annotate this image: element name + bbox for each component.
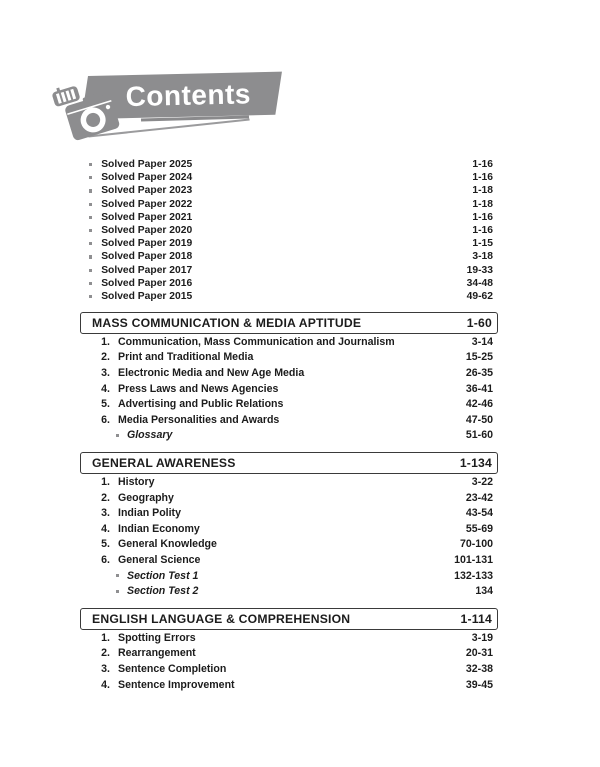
solved-paper-row	[80, 158, 498, 171]
page-range: 26-35	[465, 367, 493, 380]
solved-paper-label: Solved Paper 2023	[101, 185, 193, 197]
page-range: 55-69	[465, 522, 493, 535]
square-bullet-icon	[116, 434, 119, 437]
page-range: 23-42	[465, 491, 493, 504]
chapter-title: Sentence Completion	[118, 662, 227, 675]
page-range: 3-19	[471, 631, 493, 644]
solved-paper-label: Solved Paper 2020	[101, 225, 193, 237]
chapter-number: 4.	[101, 522, 110, 535]
chapter-number: 4.	[101, 678, 110, 691]
sections	[80, 312, 498, 692]
chapter-row	[80, 521, 498, 537]
page-range: 70-100	[460, 538, 493, 551]
chapter-row	[80, 396, 498, 412]
solved-paper-row	[80, 198, 498, 211]
chapter-number: 5.	[101, 398, 110, 411]
chapter-row	[80, 334, 498, 350]
square-bullet-icon	[89, 229, 92, 232]
chapter-title: Section Test 2	[127, 585, 199, 598]
square-bullet-icon	[89, 282, 92, 285]
page-range: 51-60	[465, 429, 493, 442]
page-title: Contents	[125, 77, 252, 112]
page-range: 1-18	[472, 198, 493, 210]
solved-paper-label: Solved Paper 2016	[101, 277, 193, 289]
chapter-row	[80, 552, 498, 568]
chapter-title: General Knowledge	[118, 538, 217, 551]
chapter-title: Advertising and Public Relations	[118, 398, 284, 411]
chapter-number: 6.	[101, 413, 110, 426]
page-range: 42-46	[465, 398, 493, 411]
chapter-title: Press Laws and News Agencies	[118, 382, 279, 395]
chapter-title: Glossary	[127, 429, 173, 442]
chapter-number: 1.	[101, 335, 110, 348]
solved-paper-row	[80, 224, 498, 237]
chapter-title: Media Personalities and Awards	[118, 413, 280, 426]
section-title: ENGLISH LANGUAGE & COMPREHENSION	[92, 611, 351, 626]
chapter-row	[80, 365, 498, 381]
page-range: 36-41	[465, 382, 493, 395]
page-range: 1-16	[472, 211, 493, 223]
solved-paper-row	[80, 277, 498, 290]
chapter-number: 1.	[101, 631, 110, 644]
chapter-number: 3.	[101, 507, 110, 520]
solved-paper-list	[80, 158, 498, 303]
page-range: 1-15	[472, 238, 493, 250]
chapter-number: 4.	[101, 382, 110, 395]
chapter-number: 1.	[101, 476, 110, 489]
square-bullet-icon	[116, 574, 119, 577]
page-range: 1-16	[472, 172, 493, 184]
page-header	[0, 0, 600, 158]
chapter-row	[80, 381, 498, 397]
sub-item-row	[80, 583, 498, 599]
solved-paper-label: Solved Paper 2021	[101, 211, 193, 223]
page-range: 43-54	[465, 507, 493, 520]
section-title: MASS COMMUNICATION & MEDIA APTITUDE	[92, 316, 362, 331]
chapter-title: General Science	[118, 553, 201, 566]
solved-paper-row	[80, 237, 498, 250]
square-bullet-icon	[116, 590, 119, 593]
chapter-row	[80, 505, 498, 521]
page-range: 47-50	[465, 413, 493, 426]
toc-section	[80, 312, 498, 443]
chapter-row	[80, 677, 498, 693]
sub-item-row	[80, 568, 498, 584]
solved-paper-label: Solved Paper 2018	[101, 251, 193, 263]
chapter-row	[80, 474, 498, 490]
camera-icon	[52, 70, 130, 150]
chapter-number: 2.	[101, 351, 110, 364]
page-range: 132-133	[454, 569, 493, 582]
table-of-contents	[80, 158, 498, 692]
chapter-title: Section Test 1	[127, 569, 199, 582]
solved-paper-label: Solved Paper 2022	[101, 198, 193, 210]
chapter-row	[80, 630, 498, 646]
square-bullet-icon	[89, 242, 92, 245]
section-header	[80, 608, 498, 630]
sub-item-row	[80, 428, 498, 444]
chapter-title: Sentence Improvement	[118, 678, 235, 691]
solved-paper-label: Solved Paper 2017	[101, 264, 193, 276]
solved-paper-label: Solved Paper 2024	[101, 172, 193, 184]
square-bullet-icon	[89, 216, 92, 219]
page-range: 3-18	[472, 251, 493, 263]
chapter-row	[80, 350, 498, 366]
page-range: 34-48	[466, 277, 493, 289]
chapter-row	[80, 537, 498, 553]
chapter-title: Spotting Errors	[118, 631, 196, 644]
page-range: 32-38	[465, 662, 493, 675]
chapter-title: Electronic Media and New Age Media	[118, 367, 305, 380]
square-bullet-icon	[89, 189, 92, 192]
chapter-row	[80, 490, 498, 506]
chapter-title: Indian Polity	[118, 507, 181, 520]
solved-paper-row	[80, 290, 498, 303]
page-range: 20-31	[465, 647, 493, 660]
section-page-range: 1-134	[459, 456, 492, 471]
chapter-title: Rearrangement	[118, 647, 196, 660]
chapter-title: Communication, Mass Communication and Journalism	[118, 335, 395, 348]
chapter-number: 3.	[101, 662, 110, 675]
solved-paper-row	[80, 184, 498, 197]
page-range: 1-16	[472, 159, 493, 171]
square-bullet-icon	[89, 295, 92, 298]
chapter-row	[80, 646, 498, 662]
chapter-number: 2.	[101, 647, 110, 660]
page-range: 3-14	[471, 335, 493, 348]
toc-section	[80, 608, 498, 692]
square-bullet-icon	[89, 203, 92, 206]
chapter-number: 5.	[101, 538, 110, 551]
solved-paper-row	[80, 171, 498, 184]
chapter-title: Print and Traditional Media	[118, 351, 254, 364]
chapter-row	[80, 661, 498, 677]
chapter-title: Geography	[118, 491, 174, 504]
page-range: 15-25	[465, 351, 493, 364]
section-title: GENERAL AWARENESS	[92, 456, 236, 471]
chapter-title: Indian Economy	[118, 522, 200, 535]
chapter-number: 3.	[101, 367, 110, 380]
solved-paper-label: Solved Paper 2025	[101, 159, 193, 171]
square-bullet-icon	[89, 255, 92, 258]
chapter-number: 6.	[101, 553, 110, 566]
page-range: 3-22	[471, 476, 493, 489]
page-range: 19-33	[466, 264, 493, 276]
page-range: 101-131	[454, 553, 493, 566]
toc-section	[80, 452, 498, 599]
section-header	[80, 312, 498, 334]
section-header	[80, 452, 498, 474]
chapter-row	[80, 412, 498, 428]
page-range: 134	[475, 585, 493, 598]
page-range: 1-18	[472, 185, 493, 197]
section-page-range: 1-60	[466, 316, 492, 331]
square-bullet-icon	[89, 269, 92, 272]
section-page-range: 1-114	[460, 611, 492, 626]
chapter-number: 2.	[101, 491, 110, 504]
solved-paper-row	[80, 211, 498, 224]
page-range: 1-16	[472, 225, 493, 237]
solved-paper-label: Solved Paper 2015	[101, 290, 193, 302]
solved-paper-row	[80, 264, 498, 277]
square-bullet-icon	[89, 176, 92, 179]
solved-paper-label: Solved Paper 2019	[101, 238, 193, 250]
page-range: 49-62	[466, 290, 493, 302]
chapter-title: History	[118, 476, 155, 489]
solved-paper-row	[80, 250, 498, 263]
page-range: 39-45	[465, 678, 493, 691]
square-bullet-icon	[89, 163, 92, 166]
